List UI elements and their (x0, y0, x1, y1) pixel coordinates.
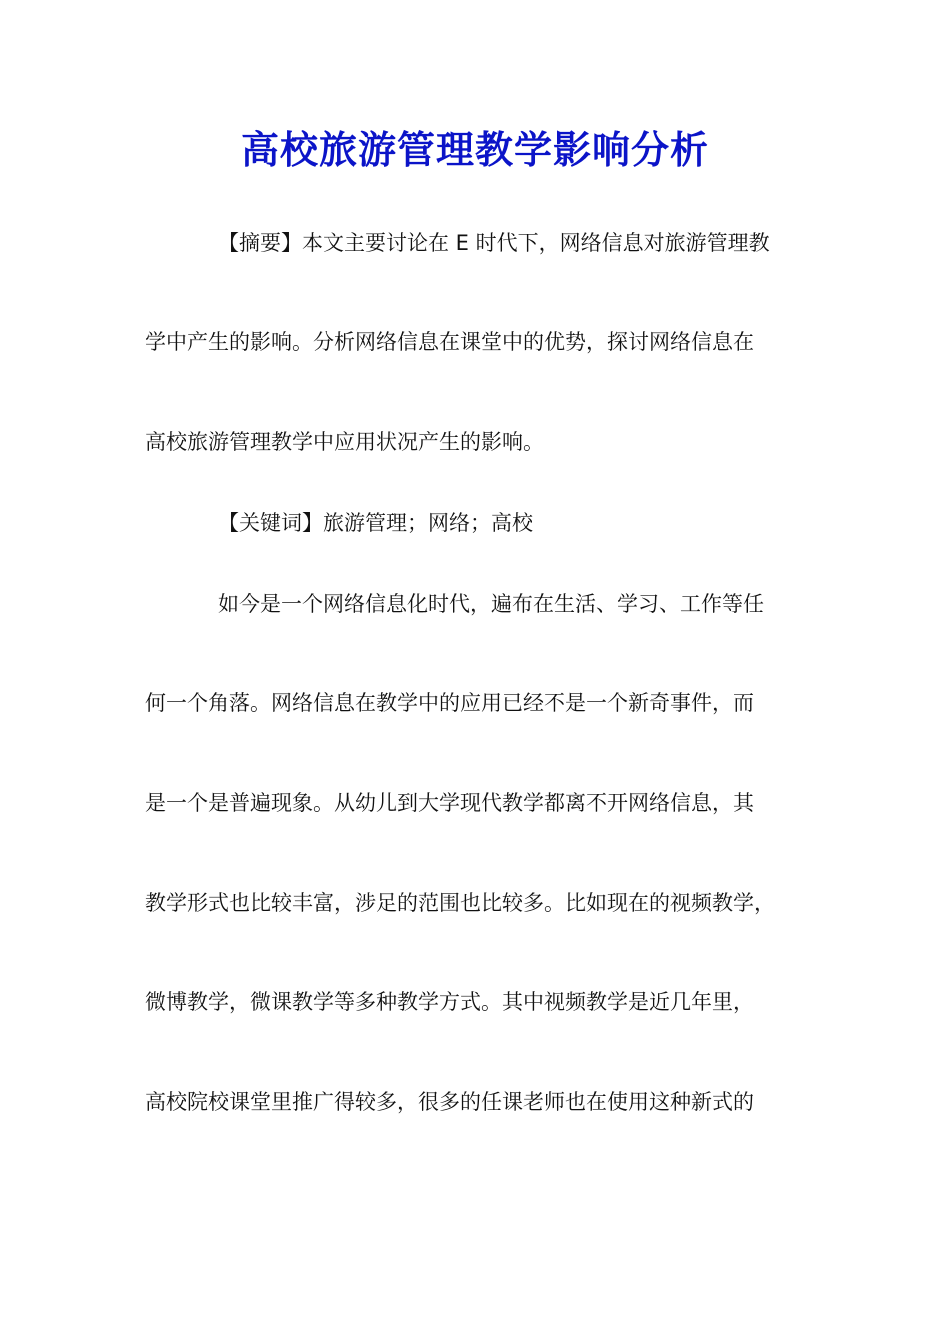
abstract-line-2: 学中产生的影响。分析网络信息在课堂中的优势，探讨网络信息在 (145, 330, 754, 354)
abstract-line-1: 【摘要】本文主要讨论在 E 时代下，网络信息对旅游管理教 (218, 231, 770, 255)
body-line-4: 教学形式也比较丰富，涉足的范围也比较多。比如现在的视频教学， (145, 891, 775, 915)
document-title: 高校旅游管理教学影响分析 (240, 127, 709, 172)
body-line-2: 何一个角落。网络信息在教学中的应用已经不是一个新奇事件，而 (145, 691, 754, 715)
keywords-line: 【关键词】旅游管理；网络；高校 (218, 511, 533, 535)
body-line-6: 高校院校课堂里推广得较多，很多的任课老师也在使用这种新式的 (145, 1090, 754, 1114)
body-line-1: 如今是一个网络信息化时代，遍布在生活、学习、工作等任 (218, 592, 764, 616)
body-line-5: 微博教学，微课教学等多种教学方式。其中视频教学是近几年里， (145, 990, 754, 1014)
body-line-3: 是一个是普遍现象。从幼儿到大学现代教学都离不开网络信息，其 (145, 791, 754, 815)
abstract-line-3: 高校旅游管理教学中应用状况产生的影响。 (145, 430, 544, 454)
